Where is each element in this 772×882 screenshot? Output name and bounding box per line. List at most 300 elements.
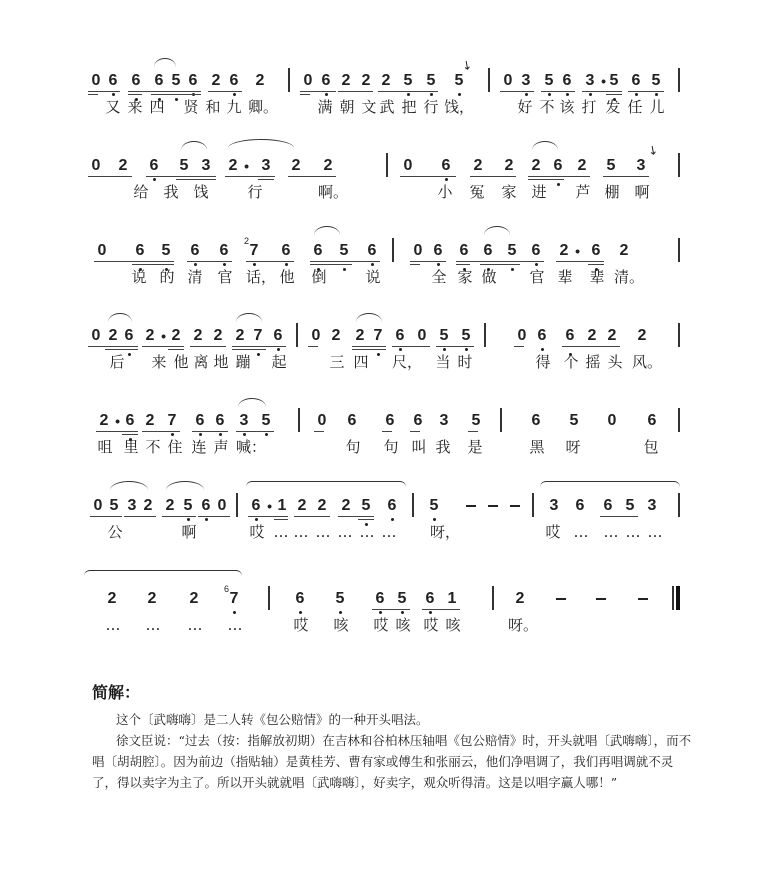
lyric: 家 <box>457 268 473 286</box>
underline <box>378 91 438 92</box>
underline <box>456 261 544 262</box>
explanation-paragraph: 这个〔武嗨嗨〕是二人转《包公赔情》的一种开头唱法。 <box>116 712 429 727</box>
final-barline-thin <box>672 586 674 610</box>
note: 6 <box>278 242 294 260</box>
note: 5 <box>180 497 196 515</box>
lyric: 饯 <box>193 183 209 201</box>
note: 2 <box>235 327 245 344</box>
barline <box>392 238 394 262</box>
note: 0 <box>403 157 413 174</box>
underline <box>176 179 216 180</box>
score-system-3 <box>88 230 688 290</box>
lyric: 和 <box>205 98 221 116</box>
note: 6 <box>121 327 137 345</box>
underline <box>88 91 120 92</box>
phrase-bracket <box>84 570 242 577</box>
note: 2 <box>147 590 157 607</box>
note: 1 <box>447 590 457 607</box>
note: 2 <box>189 590 199 607</box>
note: 3 <box>201 157 211 174</box>
barline <box>488 68 490 92</box>
score-system-5 <box>88 400 688 460</box>
lyric: 该 <box>559 98 575 116</box>
note: 6 <box>392 327 408 345</box>
underline <box>300 94 310 95</box>
note: 6 <box>310 242 326 260</box>
barline <box>288 68 290 92</box>
lyric: 连 <box>191 438 207 456</box>
note: 5 <box>109 497 119 514</box>
lyric: 呀， <box>430 523 461 541</box>
lyric: … <box>625 523 641 541</box>
note: 6 <box>603 497 613 514</box>
barline <box>236 493 238 517</box>
lyric: 尺， <box>392 353 423 371</box>
note: 2 <box>171 327 181 344</box>
lyric: 起 <box>271 353 287 371</box>
lyric: … <box>227 616 243 634</box>
underline <box>128 94 142 95</box>
note: 2 <box>587 327 597 344</box>
explanation-section <box>92 680 692 793</box>
underline <box>308 346 318 347</box>
note: 2 <box>297 497 307 514</box>
dash-sustain <box>510 505 520 507</box>
underline <box>606 94 622 95</box>
note: 6 <box>187 242 203 260</box>
lyric: 四 <box>149 98 165 116</box>
barline <box>678 408 680 432</box>
underline <box>628 91 664 92</box>
lyric: 又 <box>105 98 121 116</box>
underline <box>400 176 456 177</box>
lyric: 芦 <box>575 183 591 201</box>
underline <box>88 346 138 347</box>
lyric: 发 <box>605 98 621 116</box>
note: 6 <box>192 412 208 430</box>
lyric: 咳 <box>445 616 461 634</box>
lyric: 当 <box>435 353 451 371</box>
slur <box>154 58 176 67</box>
barline <box>386 153 388 177</box>
note: 5 <box>394 590 410 608</box>
note: 5 <box>168 72 184 90</box>
note: 2 <box>619 242 629 259</box>
note: 2 <box>107 590 117 607</box>
underline <box>190 346 226 347</box>
note: 6 <box>550 157 566 175</box>
note: 6 <box>212 412 228 430</box>
note: 2 <box>317 497 327 514</box>
underline <box>310 264 352 265</box>
underline <box>294 516 330 517</box>
lyric: 句 <box>383 438 399 456</box>
note: 5 <box>606 157 616 174</box>
lyric: 喊： <box>236 438 267 456</box>
underline <box>372 609 410 610</box>
underline <box>90 516 122 517</box>
note: 5 <box>451 72 467 90</box>
note: 5 <box>158 242 174 260</box>
underline <box>456 264 470 265</box>
lyric: 啊。 <box>318 183 349 201</box>
lyric: 哎 <box>423 616 439 634</box>
lyric: … <box>647 523 663 541</box>
note: 6 <box>128 72 144 90</box>
note: 2 <box>323 157 333 174</box>
lyric: 得 <box>535 353 551 371</box>
note: 6 7 <box>226 590 242 608</box>
slur <box>181 141 207 150</box>
note: 6 <box>575 497 585 514</box>
note: 5 <box>336 242 352 260</box>
lyric: 棚 <box>604 183 620 201</box>
slur <box>238 398 266 407</box>
slur <box>532 141 558 150</box>
underline <box>168 349 184 350</box>
underline <box>514 346 524 347</box>
underline <box>208 91 242 92</box>
note: 5 <box>400 72 416 90</box>
note: 2 <box>504 157 514 174</box>
lyric: … <box>293 523 309 541</box>
underline <box>562 346 620 347</box>
lyric: 任 <box>627 98 643 116</box>
lyric: 卿。 <box>248 98 279 116</box>
note: 0 <box>217 497 227 514</box>
note: 6 <box>185 72 201 90</box>
lyric: 风。 <box>632 353 663 371</box>
note: 6 <box>531 412 541 429</box>
note: 6 <box>105 72 121 90</box>
score-system-4 <box>88 315 688 375</box>
note: 7 <box>250 327 266 345</box>
barline <box>500 408 502 432</box>
underline <box>288 176 336 177</box>
lyric: 把 <box>401 98 417 116</box>
lyric: 咳 <box>395 616 411 634</box>
note: 0 <box>91 157 101 174</box>
underline <box>410 261 446 262</box>
note: 0 <box>91 327 101 344</box>
note: 3 <box>236 412 252 430</box>
barline <box>484 323 486 347</box>
lyric: 清。 <box>614 268 645 286</box>
final-barline-thick <box>676 586 680 610</box>
note: 5 <box>179 157 189 174</box>
lyric: 我 <box>435 438 451 456</box>
score-system-7 <box>88 578 688 638</box>
note: 5 <box>471 412 481 429</box>
lyric: 声 <box>213 438 229 456</box>
explanation-paragraph: 徐文臣说：“过去（按：指解放初期）在吉林和谷柏林压轴唱《包公赔情》时，开头就唱〔武嗨嗨〕，而不唱〔胡胡腔〕。因为前边（指贴轴）是黄桂芳、曹有家或傅生和张丽云，他们净唱调了，我们再唱调就不灵了，得以卖字为主了。所以开头就就唱〔武嗨嗨〕，好卖字，观众听得清。这是以唱字赢人哪！” <box>92 733 692 790</box>
note: 5 <box>541 72 557 90</box>
score-system-2 <box>88 141 688 205</box>
note: 0 <box>607 412 617 429</box>
slur <box>356 313 382 322</box>
note: 1 <box>277 497 287 514</box>
note: 6 <box>422 590 438 608</box>
note: 3 <box>647 497 657 514</box>
lyric: 武 <box>379 98 395 116</box>
dash-sustain <box>466 505 476 507</box>
note: 6 <box>480 242 496 260</box>
note: 6 <box>270 327 286 345</box>
note: 6 <box>226 72 242 90</box>
slur <box>236 313 262 322</box>
note: 6 <box>198 497 214 515</box>
slur <box>110 481 148 490</box>
lyric: 呀 <box>565 438 581 456</box>
underline <box>122 434 138 435</box>
note: 6 <box>534 327 550 345</box>
lyric: 不 <box>539 98 555 116</box>
lyric: 包 <box>643 438 659 456</box>
lyric: 啊 <box>634 183 650 201</box>
underline <box>588 264 604 265</box>
note: 2 <box>108 327 118 344</box>
barline <box>678 323 680 347</box>
underline <box>142 431 180 432</box>
dash-sustain <box>638 598 648 600</box>
note: 6 <box>559 72 575 90</box>
underline <box>94 261 174 262</box>
note: 2 • <box>559 242 580 259</box>
note: 6 <box>216 242 232 260</box>
barline <box>678 238 680 262</box>
lyric: 全 <box>431 268 447 286</box>
underline <box>382 431 392 432</box>
lyric: 官 <box>217 268 233 286</box>
underline <box>603 176 649 177</box>
lyric: 黑 <box>529 438 545 456</box>
note: 2 <box>341 72 351 89</box>
note: 6 <box>347 412 357 429</box>
lyric: 他 <box>173 353 189 371</box>
note: 6 <box>151 72 167 90</box>
note: 2 <box>531 157 541 174</box>
underline <box>248 516 288 517</box>
lyric: 是 <box>467 438 483 456</box>
note: 2 <box>118 157 128 174</box>
underline <box>410 431 420 432</box>
note: 0 <box>311 327 321 344</box>
lyric: 叫 <box>411 438 427 456</box>
underline <box>314 431 324 432</box>
note: 2 <box>165 497 175 514</box>
explanation-title: 简解： <box>92 683 141 702</box>
underline <box>132 264 174 265</box>
barline <box>296 323 298 347</box>
slur <box>484 226 510 235</box>
lyric: 家 <box>501 183 517 201</box>
lyric: 地 <box>213 353 229 371</box>
note: 0 <box>91 72 101 89</box>
note: 5 <box>423 72 439 90</box>
underline <box>470 176 516 177</box>
lyric: … <box>381 523 397 541</box>
barline <box>678 68 680 92</box>
barline <box>492 586 494 610</box>
note: 2 <box>355 327 365 344</box>
note: 2 <box>291 157 301 174</box>
underline <box>528 176 590 177</box>
phrase-bracket <box>540 481 680 488</box>
underline <box>246 261 294 262</box>
lyric: 哎 <box>293 616 309 634</box>
note: 0 <box>303 72 313 89</box>
barline <box>268 586 270 610</box>
underline <box>338 516 374 517</box>
note: 5 <box>569 412 579 429</box>
lyric: 九 <box>226 98 242 116</box>
lyric: 头 <box>607 353 623 371</box>
lyric: 给 <box>133 183 149 201</box>
underline <box>232 349 266 350</box>
note: 5 <box>458 327 474 345</box>
underline <box>480 264 520 265</box>
lyric: 冤 <box>469 183 485 201</box>
lyric: … <box>359 523 375 541</box>
underline <box>358 519 374 520</box>
underline <box>88 176 132 177</box>
lyric: 文 <box>361 98 377 116</box>
underline <box>310 261 380 262</box>
lyric: 里 <box>123 438 139 456</box>
lyric: 哎 <box>373 616 389 634</box>
note: 3 <box>439 412 449 429</box>
underline <box>162 516 196 517</box>
note: 0 <box>97 242 107 259</box>
lyric: 做 <box>481 268 497 286</box>
underline <box>582 91 622 92</box>
lyric: 来 <box>151 353 167 371</box>
score-system-1 <box>88 56 688 120</box>
lyric: 他 <box>279 268 295 286</box>
note: 3 <box>261 157 271 174</box>
lyric: … <box>105 616 121 634</box>
note: 2 <box>341 497 351 514</box>
note: 3 <box>549 497 559 514</box>
lyric: 时 <box>457 353 473 371</box>
note: 6 <box>132 242 148 260</box>
underline <box>105 349 138 350</box>
note: 6 <box>385 412 395 429</box>
slur <box>314 226 340 235</box>
note: 5 <box>648 72 664 90</box>
lyric: 我 <box>163 183 179 201</box>
arrow-down-right-icon: ↘ <box>458 56 476 74</box>
note: 3 • <box>582 72 598 90</box>
dash-sustain <box>556 598 566 600</box>
underline <box>422 609 460 610</box>
note: 2 <box>331 327 341 344</box>
lyric: 四 <box>353 353 369 371</box>
note: 2 <box>515 590 525 607</box>
dash-sustain <box>596 598 606 600</box>
note: 6 <box>146 157 162 175</box>
lyric: 小 <box>437 183 453 201</box>
note: 2 <box>607 327 617 344</box>
note: 5 <box>332 590 348 608</box>
lyric: 啊 <box>181 523 197 541</box>
note: 5 <box>358 497 374 515</box>
note: 6 <box>364 242 380 260</box>
underline <box>96 431 138 432</box>
note: 6 <box>456 242 472 260</box>
lyric: … <box>273 523 289 541</box>
underline <box>528 179 564 180</box>
lyric: … <box>315 523 331 541</box>
lyric: 说 <box>365 268 381 286</box>
underline <box>410 264 420 265</box>
note: 2 7 <box>246 242 262 260</box>
lyric: 呀。 <box>508 616 539 634</box>
lyric: 进 <box>531 183 547 201</box>
note: 5 <box>504 242 520 260</box>
underline <box>128 91 201 92</box>
note: 6 <box>562 327 578 345</box>
lyric: 话， <box>246 268 277 286</box>
note: 7 <box>164 412 180 430</box>
underline <box>352 349 386 350</box>
lyric: 咳 <box>333 616 349 634</box>
lyric: 饯， <box>444 98 475 116</box>
note: 6 <box>628 72 644 90</box>
note: 0 <box>93 497 103 514</box>
underline <box>300 91 336 92</box>
lyric: 满 <box>317 98 333 116</box>
lyric: 打 <box>581 98 597 116</box>
note: 6 <box>413 412 423 429</box>
note: 3 <box>518 72 534 90</box>
score-system-6 <box>88 485 688 545</box>
lyric: 三 <box>329 353 345 371</box>
lyric: 辈 <box>557 268 573 286</box>
barline <box>412 493 414 517</box>
lyric: … <box>573 523 589 541</box>
lyric: 句 <box>345 438 361 456</box>
lyric: 哎 <box>249 523 265 541</box>
note: 2 <box>381 72 391 89</box>
lyric: 好 <box>517 98 533 116</box>
underline <box>500 91 534 92</box>
underline <box>392 346 430 347</box>
underline <box>236 431 274 432</box>
note: 5 <box>606 72 622 90</box>
note: 0 <box>417 327 427 344</box>
note: 6 <box>384 497 400 515</box>
note: 2 • <box>145 327 166 344</box>
note: 0 <box>413 242 423 259</box>
lyric: 个 <box>563 353 579 371</box>
lyric: 摇 <box>585 353 601 371</box>
note: 6 <box>647 412 657 429</box>
lyric: 不 <box>145 438 161 456</box>
underline <box>436 346 474 347</box>
lyric: 蹦 <box>235 353 251 371</box>
lyric: … <box>145 616 161 634</box>
note: 6 • <box>248 497 264 515</box>
lyric: 后 <box>109 353 125 371</box>
note: 6 <box>430 242 446 260</box>
note: 5 <box>436 327 452 345</box>
underline <box>142 346 184 347</box>
slur <box>228 139 294 148</box>
note: 2 <box>213 327 223 344</box>
note: 2 <box>473 157 483 174</box>
underline <box>192 431 228 432</box>
